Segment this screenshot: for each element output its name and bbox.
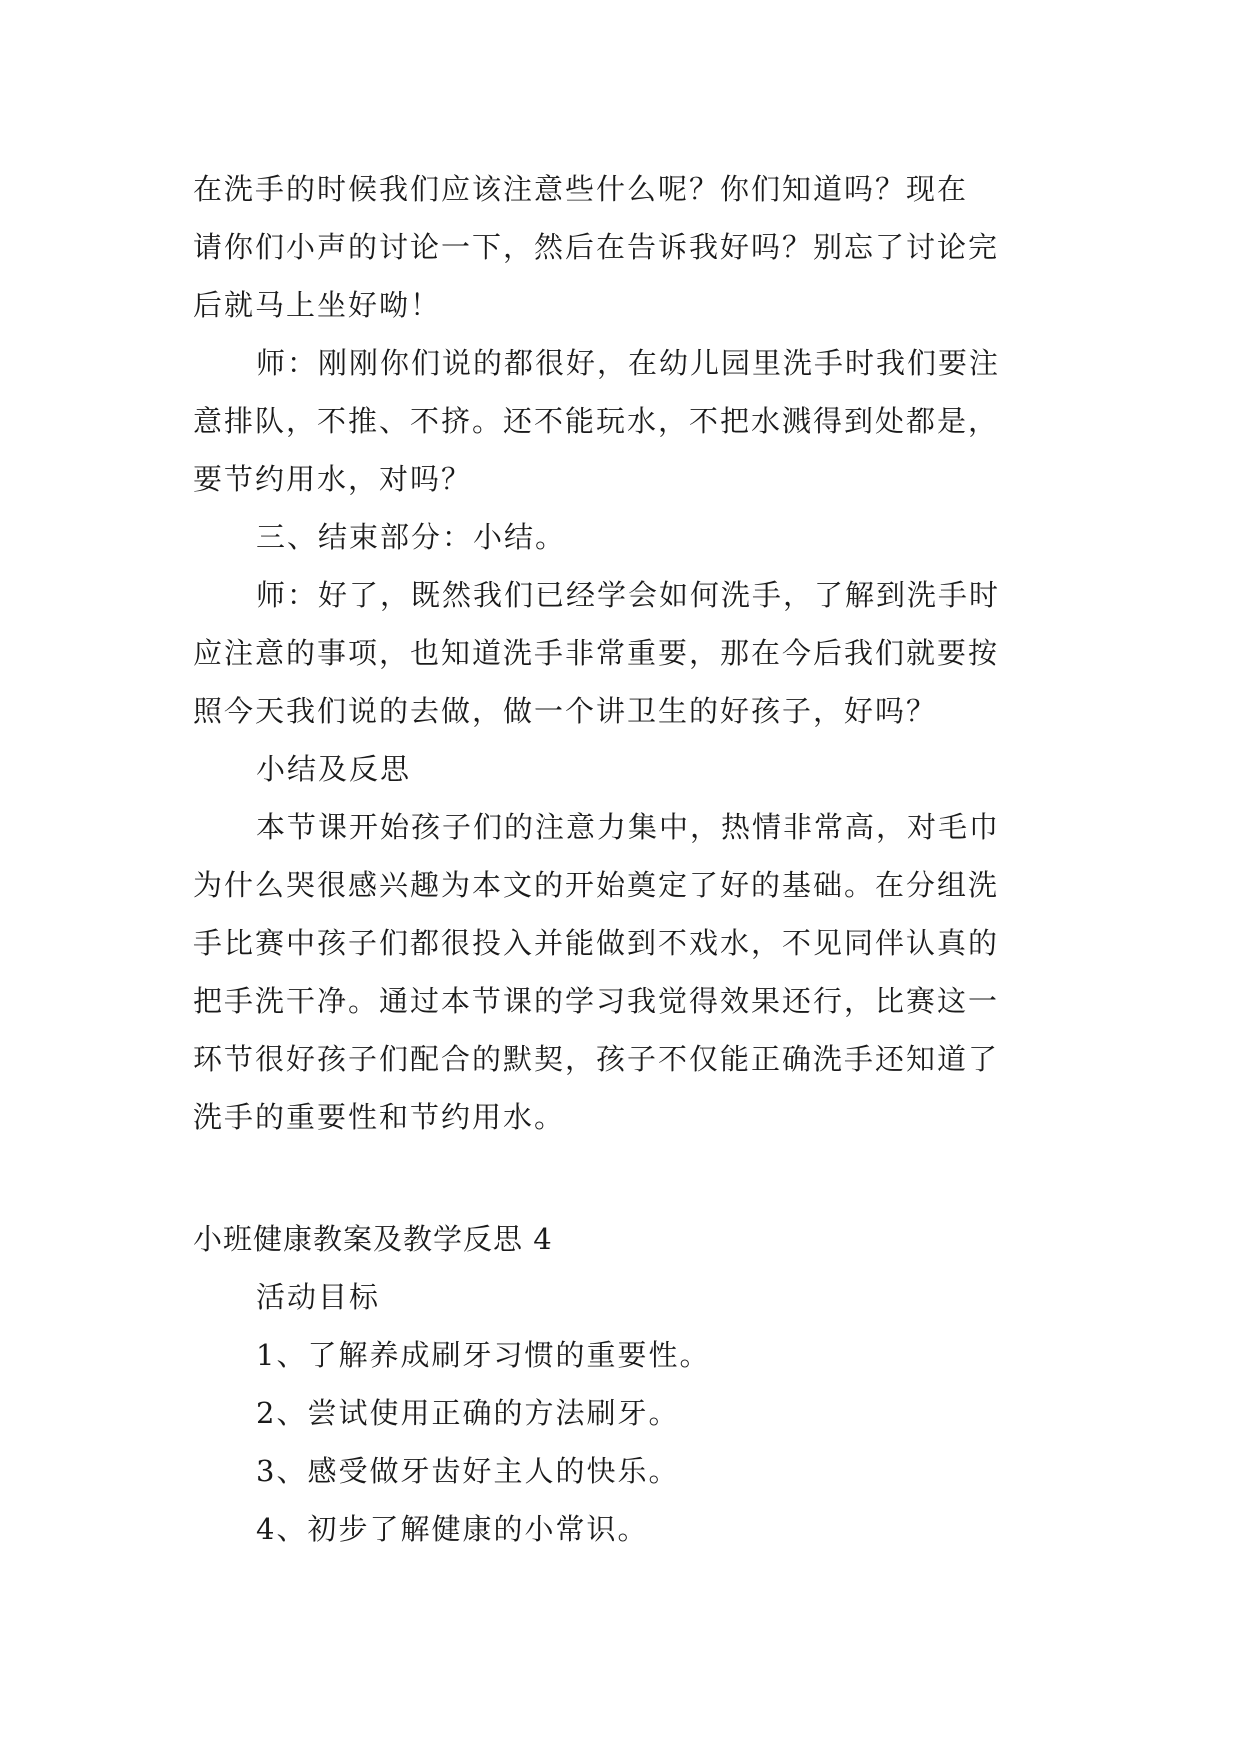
- section-title: 三、结束部分：小结。: [256, 520, 567, 554]
- text-line: 应注意的事项，也知道洗手非常重要，那在今后我们就要按: [193, 636, 1000, 670]
- text-line: 要节约用水，对吗？: [193, 462, 473, 496]
- paragraph: [193, 740, 1073, 798]
- text-line: 照今天我们说的去做，做一个讲卫生的好孩子，好吗？: [193, 694, 938, 728]
- list-item: 1、了解养成刷牙习惯的重要性。: [256, 1338, 711, 1372]
- subheading: 活动目标: [256, 1280, 381, 1314]
- paragraph: [193, 334, 1073, 508]
- goal-list: [193, 1326, 1073, 1558]
- text-line: 把手洗干净。通过本节课的学习我觉得效果还行，比赛这一: [193, 984, 1000, 1018]
- list-item: 2、尝试使用正确的方法刷牙。: [256, 1396, 680, 1430]
- text-line: 本节课开始孩子们的注意力集中，热情非常高，对毛巾: [256, 810, 1001, 844]
- section-title: 小结及反思: [256, 752, 412, 786]
- section-heading: 小班健康教案及教学反思 4: [193, 1222, 553, 1256]
- list-item: 4、初步了解健康的小常识。: [256, 1512, 649, 1546]
- paragraph: [193, 508, 1073, 566]
- section-spacer: [193, 1146, 1073, 1210]
- document-body: [193, 160, 1073, 1558]
- text-line: 师：刚刚你们说的都很好，在幼儿园里洗手时我们要注: [256, 346, 1001, 380]
- paragraph: [193, 798, 1073, 1146]
- text-line: 洗手的重要性和节约用水。: [193, 1100, 566, 1134]
- text-line: 在洗手的时候我们应该注意些什么呢？你们知道吗？现在: [193, 172, 969, 206]
- list-item: 3、感受做牙齿好主人的快乐。: [256, 1454, 680, 1488]
- text-line: 为什么哭很感兴趣为本文的开始奠定了好的基础。在分组洗: [193, 868, 1000, 902]
- text-line: 环节很好孩子们配合的默契，孩子不仅能正确洗手还知道了: [193, 1042, 1000, 1076]
- text-line: 手比赛中孩子们都很投入并能做到不戏水，不见同伴认真的: [193, 926, 1000, 960]
- paragraph: [193, 160, 1073, 334]
- paragraph: [193, 566, 1073, 740]
- text-line: 师：好了，既然我们已经学会如何洗手，了解到洗手时: [256, 578, 1001, 612]
- text-line: 请你们小声的讨论一下，然后在告诉我好吗？别忘了讨论完: [193, 230, 1000, 264]
- text-line: 后就马上坐好呦！: [193, 288, 442, 322]
- text-line: 意排队，不推、不挤。还不能玩水，不把水溅得到处都是，: [193, 404, 1000, 438]
